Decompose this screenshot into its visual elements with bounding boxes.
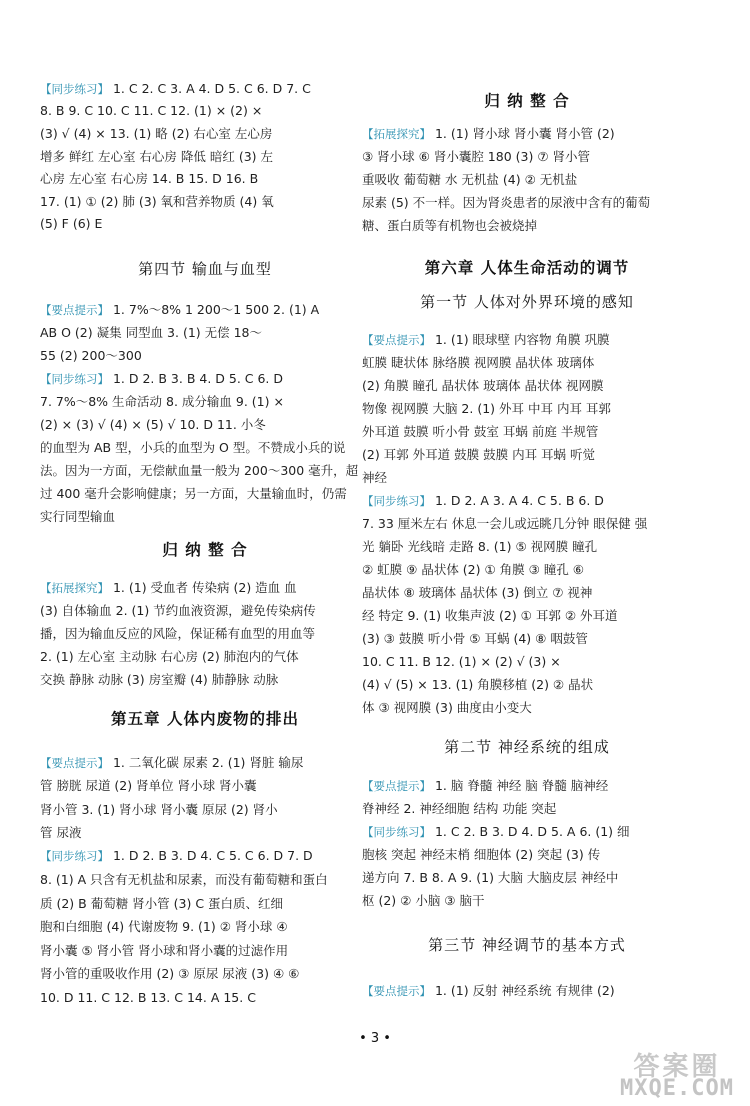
answer-text: 光 躺卧 光线暗 走路 8. (1) ⑤ 视网膜 瞳孔 (362, 539, 598, 554)
answer-text: 枢 (2) ② 小脑 ③ 脑干 (362, 893, 485, 908)
answer-line (362, 845, 692, 865)
answer-line (362, 583, 692, 603)
answer-text: 重吸收 葡萄糖 水 无机盐 (4) ② 无机盐 (362, 172, 578, 187)
answer-line (40, 415, 370, 435)
answer-line (40, 101, 370, 121)
answer-line (40, 169, 370, 189)
watermark-top: 答案圈 (633, 1052, 721, 1082)
answer-text: 8. (1) A 只含有无机盐和尿素，而没有葡萄糖和蛋白 (40, 872, 328, 887)
answer-text: 1. 7%～8% 1 200～1 500 2. (1) A (109, 302, 320, 317)
answer-text: (3) ③ 鼓膜 听小骨 ⑤ 耳蜗 (4) ⑧ 咽鼓管 (362, 631, 588, 646)
answer-text: (4) √ (5) × 13. (1) 角膜移植 (2) ② 晶状 (362, 677, 594, 692)
answer-line (362, 629, 692, 649)
answer-text: 增多 鲜红 左心室 右心房 降低 暗红 (3) 左 (40, 149, 274, 164)
answer-line (362, 799, 692, 819)
page-number: • 3 • (359, 1031, 391, 1046)
answer-text: 1. 二氧化碳 尿素 2. (1) 肾脏 输尿 (109, 755, 304, 770)
answer-text: 晶状体 ⑧ 玻璃体 晶状体 (3) 倒立 ⑦ 视神 (362, 585, 593, 600)
answer-text: 17. (1) ① (2) 肺 (3) 氧和营养物质 (4) 氧 (40, 194, 274, 209)
answer-text: 糖、蛋白质等有机物也会被烧掉 (362, 218, 538, 233)
answer-line (362, 514, 692, 534)
answer-line (40, 624, 370, 644)
section-tag: 【拓展探究】 (40, 581, 109, 595)
answer-line (362, 822, 692, 842)
answer-line (40, 988, 370, 1008)
answer-text: 1. D 2. B 3. D 4. C 5. C 6. D 7. D (109, 848, 313, 863)
answer-line (40, 846, 370, 866)
section-tag: 【同步练习】 (40, 82, 109, 96)
answer-text: 55 (2) 200～300 (40, 348, 142, 363)
answer-line (40, 964, 370, 984)
answer-line (362, 776, 692, 796)
answer-text: 的血型为 AB 型，小兵的血型为 O 型。不赞成小兵的说 (40, 440, 346, 455)
answer-line (362, 468, 692, 488)
section-tag: 【要点提示】 (362, 779, 431, 793)
answer-text: 过 400 毫升会影响健康；另一方面，大量输血时，仍需 (40, 486, 347, 501)
answer-line (362, 675, 692, 695)
answer-text: (3) 自体输血 2. (1) 节约血液资源，避免传染病传 (40, 603, 316, 618)
answer-line (40, 917, 370, 937)
answer-line (40, 507, 370, 527)
answer-text: 1. D 2. A 3. A 4. C 5. B 6. D (431, 493, 604, 508)
answer-text: 1. (1) 肾小球 肾小囊 肾小管 (2) (431, 126, 615, 141)
answer-text: 胞核 突起 神经末梢 细胞体 (2) 突起 (3) 传 (362, 847, 601, 862)
answer-text: (2) 耳郭 外耳道 鼓膜 鼓膜 内耳 耳蜗 听觉 (362, 447, 596, 462)
answer-line (40, 346, 370, 366)
answer-line (40, 300, 370, 320)
answer-text: (2) 角膜 瞳孔 晶状体 玻璃体 晶状体 视网膜 (362, 378, 604, 393)
answer-text: 体 ③ 视网膜 (3) 曲度由小变大 (362, 700, 532, 715)
answer-line (40, 647, 370, 667)
answer-text: 8. B 9. C 10. C 11. C 12. (1) × (2) × (40, 103, 263, 118)
answer-line (40, 369, 370, 389)
section-tag: 【同步练习】 (362, 494, 431, 508)
answer-text: 1. 脑 脊髓 神经 脑 脊髓 脑神经 (431, 778, 609, 793)
answer-line (40, 670, 370, 690)
answer-text: 10. C 11. B 12. (1) × (2) √ (3) × (362, 654, 561, 669)
answer-text: 1. C 2. C 3. A 4. D 5. C 6. D 7. C (109, 81, 311, 96)
answer-line (362, 606, 692, 626)
answer-line (362, 537, 692, 557)
answer-text: 物像 视网膜 大脑 2. (1) 外耳 中耳 内耳 耳郭 (362, 401, 611, 416)
answer-line (362, 193, 692, 213)
answer-text: 尿素 (5) 不一样。因为肾炎患者的尿液中含有的葡萄 (362, 195, 651, 210)
section-tag: 【要点提示】 (40, 303, 109, 317)
answer-text: AB O (2) 凝集 同型血 3. (1) 无偿 18～ (40, 325, 262, 340)
answer-line (362, 868, 692, 888)
section-heading: 第二节 神经系统的组成 (444, 738, 610, 756)
answer-text: 管 尿液 (40, 825, 82, 840)
answer-line (40, 870, 370, 890)
answer-text: (5) F (6) E (40, 216, 103, 231)
answer-line (362, 147, 692, 167)
answer-line (40, 776, 370, 796)
watermark-logo (612, 1046, 742, 1102)
answer-text: 1. D 2. B 3. B 4. D 5. C 6. D (109, 371, 283, 386)
answer-line (362, 330, 692, 350)
answer-text: 肾小囊 ⑤ 肾小管 肾小球和肾小囊的过滤作用 (40, 943, 289, 958)
answer-text: 胞和白细胞 (4) 代谢废物 9. (1) ② 肾小球 ④ (40, 919, 288, 934)
answer-line (362, 652, 692, 672)
section-heading: 归 纳 整 合 (484, 92, 570, 110)
section-tag: 【要点提示】 (362, 984, 431, 998)
answer-text: 2. (1) 左心室 主动脉 右心房 (2) 肺泡内的气体 (40, 649, 299, 664)
answer-text: 肾小管的重吸收作用 (2) ③ 原尿 尿液 (3) ④ ⑥ (40, 966, 300, 981)
answer-line (40, 438, 370, 458)
section-heading: 第六章 人体生命活动的调节 (424, 259, 630, 277)
answer-line (40, 578, 370, 598)
answer-text: 神经 (362, 470, 388, 485)
section-heading: 第四节 输血与血型 (138, 260, 272, 278)
answer-line (362, 124, 692, 144)
answer-line (362, 399, 692, 419)
section-tag: 【同步练习】 (40, 372, 109, 386)
answer-line (362, 891, 692, 911)
answer-text: 外耳道 鼓膜 听小骨 鼓室 耳蜗 前庭 半规管 (362, 424, 599, 439)
answer-line (40, 601, 370, 621)
answer-text: 1. (1) 反射 神经系统 有规律 (2) (431, 983, 615, 998)
answer-text: 肾小管 3. (1) 肾小球 肾小囊 原尿 (2) 肾小 (40, 802, 278, 817)
section-tag: 【要点提示】 (40, 756, 109, 770)
answer-text: ② 虹膜 ⑨ 晶状体 (2) ① 角膜 ③ 瞳孔 ⑥ (362, 562, 584, 577)
answer-line (40, 823, 370, 843)
section-tag: 【同步练习】 (40, 849, 109, 863)
answer-line (40, 79, 370, 99)
answer-line (40, 214, 370, 234)
answer-text: 播，因为输血反应的风险，保证稀有血型的用血等 (40, 626, 316, 641)
answer-text: 1. (1) 受血者 传染病 (2) 造血 血 (109, 580, 297, 595)
answer-line (40, 192, 370, 212)
section-tag: 【同步练习】 (362, 825, 431, 839)
answer-line (362, 445, 692, 465)
answer-line (362, 216, 692, 236)
answer-text: ③ 肾小球 ⑥ 肾小囊腔 180 (3) ⑦ 肾小管 (362, 149, 590, 164)
answer-text: (3) √ (4) × 13. (1) 略 (2) 右心室 左心房 (40, 126, 273, 141)
answer-text: (2) × (3) √ (4) × (5) √ 10. D 11. 小冬 (40, 417, 266, 432)
answer-line (362, 981, 692, 1001)
answer-line (40, 484, 370, 504)
answer-line (40, 894, 370, 914)
answer-text: 虹膜 睫状体 脉络膜 视网膜 晶状体 玻璃体 (362, 355, 595, 370)
answer-line (40, 800, 370, 820)
answer-text: 1. (1) 眼球壁 内容物 角膜 巩膜 (431, 332, 610, 347)
answer-line (362, 491, 692, 511)
answer-text: 质 (2) B 葡萄糖 肾小管 (3) C 蛋白质、红细 (40, 896, 284, 911)
answer-line (362, 698, 692, 718)
answer-text: 法。因为一方面，无偿献血量一般为 200～300 毫升，超 (40, 463, 359, 478)
answer-text: 10. D 11. C 12. B 13. C 14. A 15. C (40, 990, 256, 1005)
answer-text: 递方向 7. B 8. A 9. (1) 大脑 大脑皮层 神经中 (362, 870, 619, 885)
answer-line (40, 147, 370, 167)
section-heading: 第三节 神经调节的基本方式 (428, 936, 626, 954)
answer-line (40, 753, 370, 773)
answer-line (362, 560, 692, 580)
answer-text: 经 特定 9. (1) 收集声波 (2) ① 耳郭 ② 外耳道 (362, 608, 618, 623)
section-heading: 第一节 人体对外界环境的感知 (420, 293, 634, 311)
answer-text: 心房 左心室 右心房 14. B 15. D 16. B (40, 171, 259, 186)
answer-line (40, 392, 370, 412)
answer-text: 实行同型输血 (40, 509, 116, 524)
answer-text: 1. C 2. B 3. D 4. D 5. A 6. (1) 细 (431, 824, 630, 839)
answer-text: 交换 静脉 动脉 (3) 房室瓣 (4) 肺静脉 动脉 (40, 672, 279, 687)
answer-line (40, 461, 370, 481)
answer-line (362, 353, 692, 373)
answer-text: 7. 7%～8% 生命活动 8. 成分输血 9. (1) × (40, 394, 284, 409)
section-heading: 第五章 人体内废物的排出 (111, 710, 299, 728)
answer-line (40, 941, 370, 961)
answer-line (362, 170, 692, 190)
answer-line (40, 323, 370, 343)
answer-line (40, 124, 370, 144)
watermark-bottom: MXQE.COM (620, 1076, 734, 1101)
answer-line (362, 422, 692, 442)
answer-text: 管 膀胱 尿道 (2) 肾单位 肾小球 肾小囊 (40, 778, 257, 793)
answer-text: 脊神经 2. 神经细胞 结构 功能 突起 (362, 801, 557, 816)
answer-text: 7. 33 厘米左右 休息一会儿或远眺几分钟 眼保健 强 (362, 516, 648, 531)
section-tag: 【要点提示】 (362, 333, 431, 347)
answer-line (362, 376, 692, 396)
section-tag: 【拓展探究】 (362, 127, 431, 141)
section-heading: 归 纳 整 合 (162, 541, 248, 559)
